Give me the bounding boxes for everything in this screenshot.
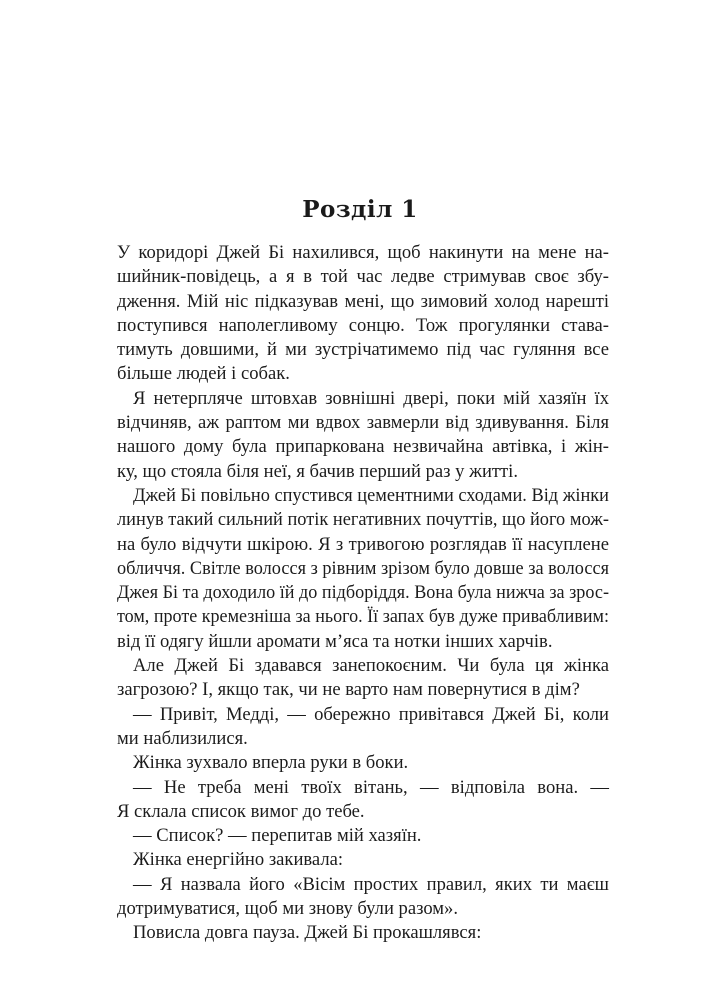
text-line: Повисла довга пауза. Джей Бі прокашлявся: — [133, 922, 482, 944]
text-line: ку, що стояла біля неї, я бачив перший раз у житті. — [117, 460, 518, 482]
text-line-content: — Я назвала його «Вісім простих правил, яких ти маєш — [133, 873, 609, 895]
text-line — [117, 605, 717, 629]
text-line-content: шийник-повідець, а я в той час ледве стримував своє збу- — [117, 266, 609, 288]
text-line-content: дження. Мій ніс підказував мені, що зимовий холод нарешті — [117, 290, 609, 312]
text-line-content: У коридорі Джей Бі нахилився, щоб накинути на мене на- — [117, 242, 609, 263]
text-line-content: Джея Бі та доходило їй до підборіддя. Вона була нижча за зрос- — [117, 582, 609, 604]
text-line — [117, 387, 717, 411]
text-line — [117, 484, 717, 508]
text-line-content: на було відчути шкірою. Я з тривогою розглядав її насуплене — [117, 533, 609, 555]
text-line — [117, 873, 717, 897]
text-line-content: тимуть довшими, й ми зустрічатимемо під час гуляння все — [117, 339, 609, 361]
text-line — [117, 435, 717, 459]
text-line-content: — Привіт, Медді, — обережно привітався Джей Бі, коли — [133, 703, 609, 725]
text-line — [117, 654, 717, 678]
text-line — [117, 508, 717, 532]
text-line-content: — Не треба мені твоїх вітань, — відповіла вона. — — [133, 776, 609, 798]
text-line-content: поступився наполегливому сонцю. Тож прогулянки става- — [117, 314, 609, 336]
text-line — [117, 241, 717, 265]
text-line-content: нашого дому була припаркована незвичайна автівка, і жін- — [117, 436, 609, 458]
text-line-content: Але Джей Бі здавався занепокоєним. Чи була ця жінка — [133, 655, 609, 677]
text-line-content: обличчя. Світле волосся з рівним зрізом було довше за волосся — [117, 557, 609, 579]
text-line — [117, 776, 717, 800]
text-line: дотримуватися, щоб ми знову були разом». — [117, 898, 458, 920]
text-line: Я склала список вимог до тебе. — [117, 800, 365, 822]
text-line: загрозою? І, якщо так, чи не варто нам повернутися в дім? — [117, 679, 580, 701]
text-line-content: Я нетерпляче штовхав зовнішні двері, поки мій хазяїн їх — [133, 387, 609, 409]
text-line-content: відчиняв, аж раптом ми вдвох завмерли від здивування. Біля — [117, 412, 609, 434]
text-line: ми наблизилися. — [117, 727, 248, 749]
text-line — [117, 314, 717, 338]
chapter-body — [117, 241, 717, 946]
text-line-content: том, проте кремезніша за нього. Її запах був дуже привабливим: — [117, 606, 609, 628]
text-line: від її одягу йшли аромати м’яса та нотки інших харчів. — [117, 630, 553, 652]
text-line — [117, 265, 717, 289]
text-line-content: Джей Бі повільно спустився цементними сходами. Від жінки — [133, 484, 609, 506]
text-line — [117, 338, 717, 362]
text-line: Жінка зухвало вперла руки в боки. — [133, 752, 409, 774]
text-line: — Список? — перепитав мій хазяїн. — [133, 825, 422, 847]
text-line — [117, 290, 717, 314]
text-line — [117, 581, 717, 605]
text-line-content: линув такий сильний потік негативних почуттів, що його мож- — [117, 509, 609, 531]
chapter-title: Розділ 1 — [302, 196, 418, 223]
text-line — [117, 411, 717, 435]
text-line: Жінка енергійно закивала: — [133, 849, 344, 871]
text-line — [117, 703, 717, 727]
text-line — [117, 557, 717, 581]
text-line — [117, 533, 717, 557]
text-line: більше людей і собак. — [117, 363, 290, 385]
